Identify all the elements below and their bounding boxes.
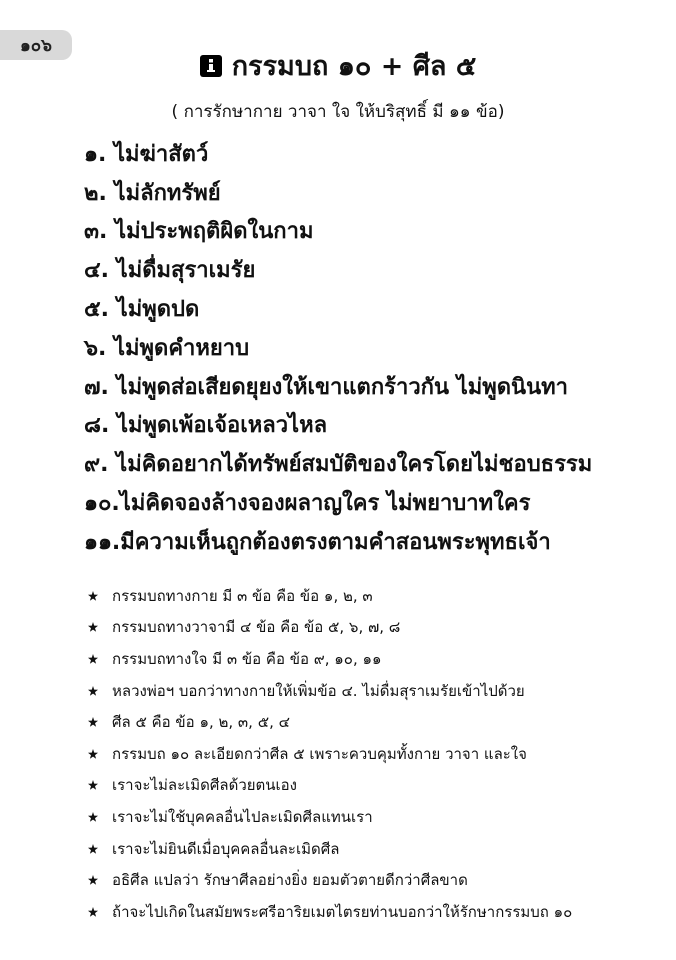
precept-item: ๙. ไม่คิดอยากได้ทรัพย์สมบัติของใครโดยไม่ชอบธรรม	[84, 452, 593, 478]
star-bullet-icon	[88, 654, 98, 664]
note-item	[88, 896, 668, 928]
note-item	[88, 833, 668, 865]
note-text: เราจะไม่ละเมิดศีลด้วยตนเอง	[112, 776, 298, 795]
precept-list	[84, 134, 664, 561]
note-text: กรรมบถทางกาย มี ๓ ข้อ คือ ข้อ ๑, ๒, ๓	[112, 586, 373, 605]
page-title: กรรมบถ ๑๐ + ศีล ๕	[231, 51, 477, 82]
star-bullet-icon	[88, 907, 98, 917]
page-number: ๑๐๖	[20, 35, 52, 56]
precept-item: ๘. ไม่พูดเพ้อเจ้อเหลวไหล	[84, 413, 328, 439]
note-text: กรรมบถ ๑๐ ละเอียดกว่าศีล ๕ เพราะควบคุมทั้งกาย วาจา และใจ	[112, 744, 527, 763]
note-item	[88, 864, 668, 896]
precept-item: ๗. ไม่พูดส่อเสียดยุยงให้เขาแตกร้าวกัน ไม่พูดนินทา	[84, 374, 568, 400]
precept-item: ๖. ไม่พูดคำหยาบ	[84, 335, 250, 361]
star-bullet-icon	[88, 812, 98, 822]
star-bullet-icon	[88, 844, 98, 854]
note-item	[88, 801, 668, 833]
star-bullet-icon	[88, 780, 98, 790]
star-bullet-icon	[88, 875, 98, 885]
note-item	[88, 706, 668, 738]
note-text: เราจะไม่ยินดีเมื่อบุคคลอื่นละเมิดศีล	[112, 839, 340, 858]
info-icon	[200, 55, 222, 77]
title-row	[0, 44, 676, 87]
precept-item: ๓. ไม่ประพฤติผิดในกาม	[84, 219, 314, 245]
note-text: กรรมบถทางวาจามี ๔ ข้อ คือ ข้อ ๕, ๖, ๗, ๘	[112, 618, 401, 637]
note-text: ถ้าจะไปเกิดในสมัยพระศรีอาริยเมตไตรยท่านบอกว่าให้รักษากรรมบถ ๑๐	[112, 902, 573, 921]
precept-item: ๑๑.มีความเห็นถูกต้องตรงตามคำสอนพระพุทธเจ้า	[84, 529, 551, 555]
note-item	[88, 643, 668, 675]
star-bullet-icon	[88, 622, 98, 632]
precept-item: ๑๐.ไม่คิดจองล้างจองผลาญใคร ไม่พยาบาทใคร	[84, 491, 531, 517]
precept-item: ๒. ไม่ลักทรัพย์	[84, 180, 221, 206]
note-item	[88, 580, 668, 612]
precept-item: ๕. ไม่พูดปด	[84, 297, 200, 323]
note-text: ศีล ๕ คือ ข้อ ๑, ๒, ๓, ๕, ๔	[112, 713, 290, 732]
note-item	[88, 612, 668, 644]
note-item	[88, 770, 668, 802]
star-bullet-icon	[88, 686, 98, 696]
note-text: เราจะไม่ใช้บุคคลอื่นไปละเมิดศีลแทนเรา	[112, 807, 373, 826]
note-item	[88, 675, 668, 707]
page-subtitle: ( การรักษากาย วาจา ใจ ให้บริสุทธิ์ มี ๑๑ ข้อ)	[171, 102, 505, 122]
precept-item: ๑. ไม่ฆ่าสัตว์	[84, 141, 209, 167]
note-item	[88, 738, 668, 770]
precept-item: ๔. ไม่ดื่มสุราเมรัย	[84, 258, 256, 284]
star-bullet-icon	[88, 717, 98, 727]
star-bullet-icon	[88, 749, 98, 759]
note-text: หลวงพ่อฯ บอกว่าทางกายให้เพิ่มข้อ ๔. ไม่ดื่มสุราเมรัยเข้าไปด้วย	[112, 681, 525, 700]
note-text: อธิศีล แปลว่า รักษาศีลอย่างยิ่ง ยอมตัวตายดีกว่าศีลขาด	[112, 871, 468, 890]
note-text: กรรมบถทางใจ มี ๓ ข้อ คือ ข้อ ๙, ๑๐, ๑๑	[112, 649, 382, 668]
star-bullet-icon	[88, 591, 98, 601]
notes-list	[88, 580, 668, 928]
